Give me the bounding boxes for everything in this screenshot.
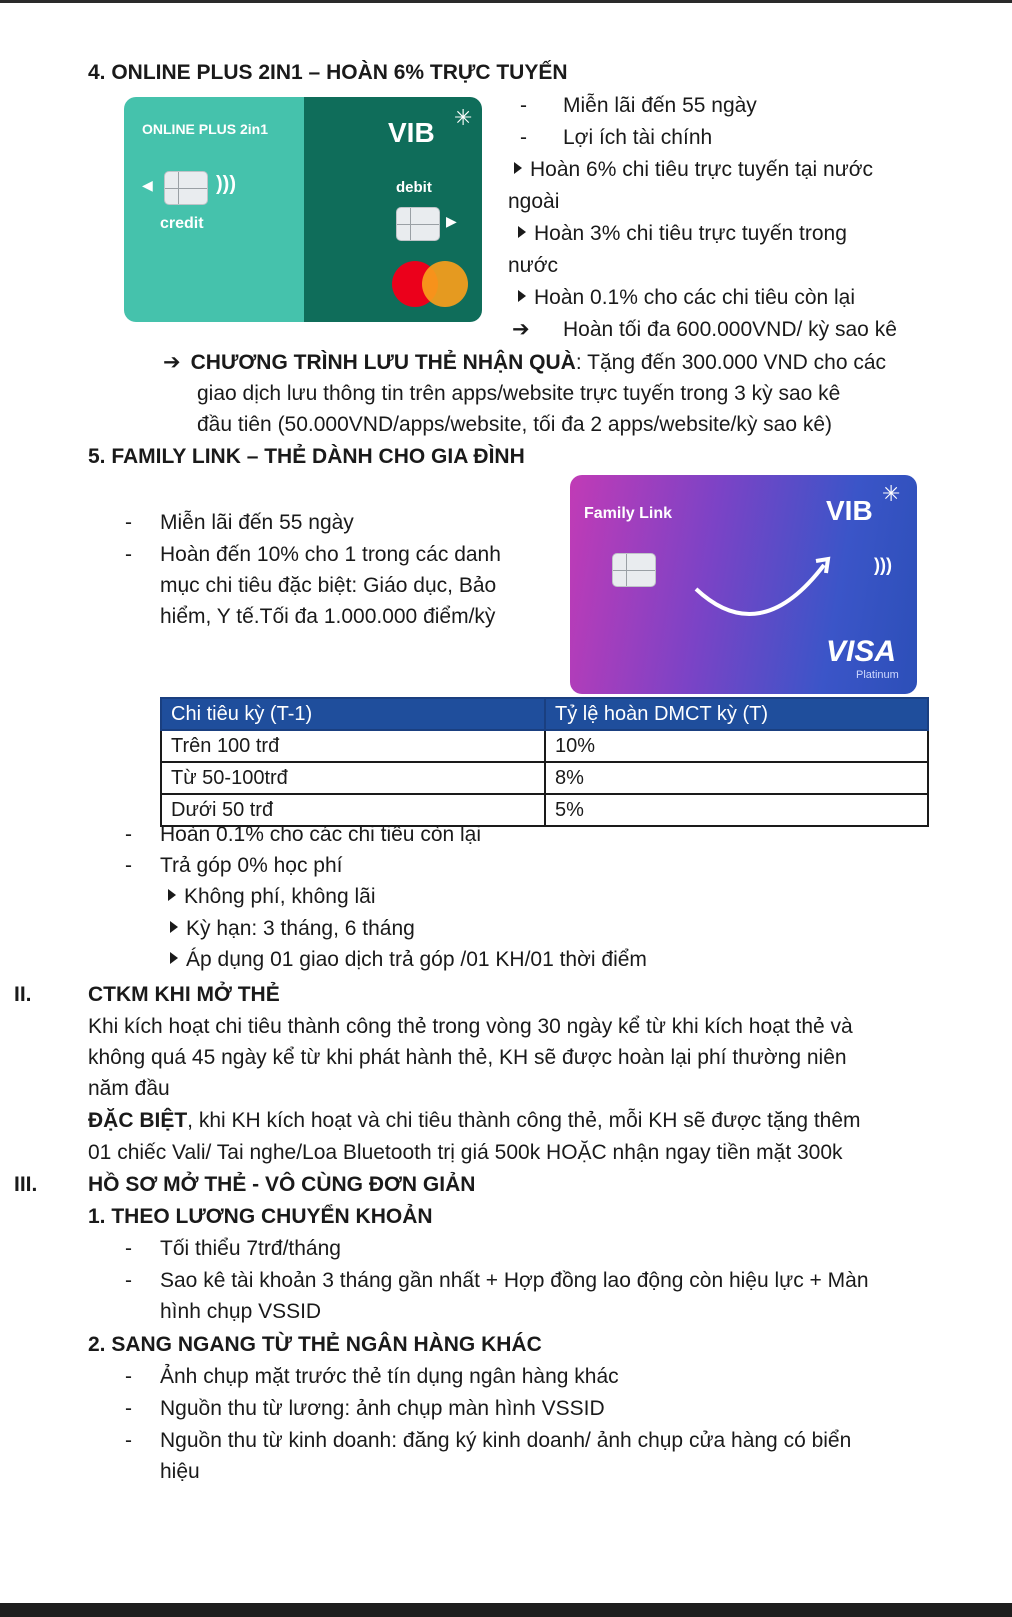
vib-star-icon: ✳ [882,481,901,506]
bullet-text: Lợi ích tài chính [563,126,713,149]
list-item: Kỳ hạn: 3 tháng, 6 tháng [170,916,415,941]
list-item-cont: nước [508,254,559,277]
table-cell: Dưới 50 trđ [161,794,545,826]
table-cell: 10% [545,730,928,762]
paragraph-line: năm đầu [88,1077,170,1100]
list-item-cont: ngoài [508,190,560,213]
subsection-2-title: 2. SANG NGANG TỪ THẺ NGÂN HÀNG KHÁC [88,1333,542,1356]
list-item: Áp dụng 01 giao dịch trả góp /01 KH/01 thời điểm [170,947,647,972]
bullet-text-cont: mục chi tiêu đặc biệt: Giáo dục, Bảo [160,574,497,597]
bullet-text: Miễn lãi đến 55 ngày [160,511,354,534]
bullet-text: Miễn lãi đến 55 ngày [563,94,757,117]
mastercard-logo-orange [422,261,468,307]
dash-icon: - [125,543,132,566]
bullet-text-cont: hình chụp VSSID [160,1300,322,1323]
online-plus-card-image [124,97,482,322]
bullet-text: Tối thiểu 7trđ/tháng [160,1237,341,1260]
program-label: CHƯƠNG TRÌNH LƯU THẺ NHẬN QUÀ [190,351,576,374]
bullet-text: Hoàn 0.1% cho các chi tiêu còn lại [160,823,482,846]
subsection-1-title: 1. THEO LƯƠNG CHUYỂN KHOẢN [88,1205,433,1228]
table-cell: Trên 100 trđ [161,730,545,762]
top-border [0,0,1012,3]
arrow-right-icon: ➔ [163,351,181,374]
section-ii-number: II. [14,983,32,1006]
section-iii-title: HỒ SƠ MỞ THẺ - VÔ CÙNG ĐƠN GIẢN [88,1173,476,1196]
bottom-border [0,1603,1012,1617]
credit-label: credit [160,215,204,232]
dash-icon: - [520,126,527,149]
triangle-bullet-icon [170,952,178,964]
program-line-2: giao dịch lưu thông tin trên apps/website trực tuyến trong 3 kỳ sao kê [197,382,841,405]
card-name: Family Link [584,505,673,522]
special-offer-line-2: 01 chiếc Vali/ Tai nghe/Loa Bluetooth trị giá 500k HOẶC nhận ngay tiền mặt 300k [88,1141,843,1164]
list-item: Không phí, không lãi [168,884,375,909]
bullet-text-cont: hiệu [160,1460,200,1483]
list-item: Hoàn 3% chi tiêu trực tuyến trong [518,221,847,246]
vib-logo: VIB [388,117,435,148]
chip-icon [396,207,440,241]
table-cell: 5% [545,794,928,826]
triangle-bullet-icon [518,290,526,302]
chip-icon [164,171,208,205]
vib-logo: VIB [826,495,873,526]
special-label: ĐẶC BIỆT [88,1109,188,1132]
card-credit-side [124,97,304,322]
bullet-text-cont: hiểm, Y tế.Tối đa 1.000.000 điểm/kỳ [160,605,496,628]
bullet-text: Nguồn thu từ kinh doanh: đăng ký kinh doanh/ ảnh chụp cửa hàng có biển [160,1429,852,1452]
dash-icon: - [520,94,527,117]
arrow-right-icon: ▶ [446,213,457,229]
special-offer-line: ĐẶC BIỆT, khi KH kích hoạt và chi tiêu thành công thẻ, mỗi KH sẽ được tặng thêm [88,1109,861,1132]
table-row [161,762,928,794]
dash-icon: - [125,1429,132,1452]
section-ii-title: CTKM KHI MỞ THẺ [88,983,280,1006]
dash-icon: - [125,823,132,846]
table-cell: 8% [545,762,928,794]
section-5-title: 5. FAMILY LINK – THẺ DÀNH CHO GIA ĐÌNH [88,445,525,468]
contactless-icon: ))) [216,173,236,195]
arrow-left-icon: ◀ [142,177,153,193]
table-header-row [161,698,928,730]
triangle-bullet-icon [168,889,176,901]
vib-star-icon: ✳ [454,105,473,130]
dash-icon: - [125,854,132,877]
arrow-right-icon: ➔ [512,318,530,341]
table-row [161,730,928,762]
platinum-label: Platinum [856,669,899,681]
family-link-card-image [570,475,917,694]
table-header: Tỷ lệ hoàn DMCT kỳ (T) [545,698,928,730]
max-refund: Hoàn tối đa 600.000VND/ kỳ sao kê [563,318,897,341]
debit-label: debit [396,179,432,196]
triangle-bullet-icon [170,921,178,933]
bullet-text: Nguồn thu từ lương: ảnh chụp màn hình VSSID [160,1397,605,1420]
contactless-icon: ))) [874,555,892,575]
list-item: Hoàn 0.1% cho các chi tiêu còn lại [518,285,855,310]
dash-icon: - [125,1269,132,1292]
dash-icon: - [125,1365,132,1388]
program-line-1: ➔ CHƯƠNG TRÌNH LƯU THẺ NHẬN QUÀ: Tặng đến 300.000 VND cho các [163,351,887,374]
table-header: Chi tiêu kỳ (T-1) [161,698,545,730]
list-item: Hoàn 6% chi tiêu trực tuyến tại nước [514,157,873,182]
triangle-bullet-icon [514,162,522,174]
dash-icon: - [125,1237,132,1260]
card-debit-side [304,97,482,322]
chip-icon [612,553,656,587]
table-cell: Từ 50-100trđ [161,762,545,794]
bullet-text: Ảnh chụp mặt trước thẻ tín dụng ngân hàng khác [160,1365,619,1388]
smile-arc-icon [690,553,850,633]
visa-logo: VISA [826,635,897,668]
bullet-text: Sao kê tài khoản 3 tháng gần nhất + Hợp đồng lao động còn hiệu lực + Màn [160,1269,869,1292]
card-name: ONLINE PLUS 2in1 [142,121,269,137]
section-iii-number: III. [14,1173,38,1196]
refund-rate-table [160,697,929,827]
dash-icon: - [125,511,132,534]
dash-icon: - [125,1397,132,1420]
paragraph-line: Khi kích hoạt chi tiêu thành công thẻ trong vòng 30 ngày kể từ khi kích hoạt thẻ và [88,1015,853,1038]
bullet-text: Trả góp 0% học phí [160,854,343,877]
program-line-3: đầu tiên (50.000VND/apps/website, tối đa 2 apps/website/kỳ sao kê) [197,413,833,436]
section-4-title: 4. ONLINE PLUS 2IN1 – HOÀN 6% TRỰC TUYẾN [88,61,568,84]
triangle-bullet-icon [518,226,526,238]
paragraph-line: không quá 45 ngày kể từ khi phát hành thẻ, KH sẽ được hoàn lại phí thường niên [88,1046,847,1069]
bullet-text: Hoàn đến 10% cho 1 trong các danh [160,543,501,566]
